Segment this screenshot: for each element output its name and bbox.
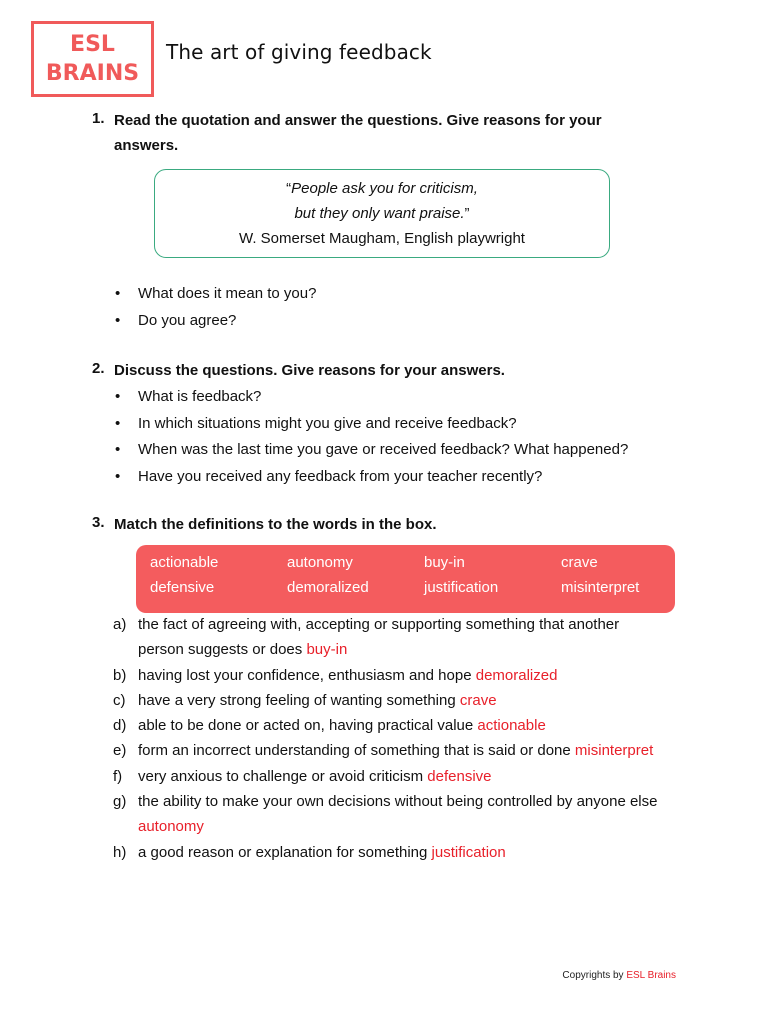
definition-label: b): [113, 666, 127, 684]
definition-text: have a very strong feeling of wanting something: [138, 691, 456, 709]
definition-label: e): [113, 742, 127, 760]
question-1: [92, 108, 652, 158]
question-2: [92, 358, 652, 383]
question-3: [92, 512, 652, 537]
question-line: Read the quotation and answer the questions. Give reasons for your: [114, 112, 602, 129]
definition-item: [113, 738, 693, 763]
definition-answer: justification: [431, 843, 506, 861]
definition-item: [113, 764, 693, 789]
definitions-list: [113, 612, 693, 865]
bullet-item: • In which situations might you give and receive feedback?: [115, 414, 628, 441]
definition-item: [113, 688, 693, 713]
quote-text: People ask you for criticism,: [291, 180, 478, 197]
question-1-bullets: [115, 284, 316, 337]
question-number: 3.: [92, 514, 105, 531]
close-quote-mark: ”: [464, 205, 470, 222]
bullet-item: • What does it mean to you?: [115, 284, 316, 311]
question-2-bullets: [115, 387, 628, 493]
word-item: actionable: [150, 554, 219, 571]
bullet-item: • What is feedback?: [115, 387, 628, 414]
esl-brains-logo: [31, 21, 154, 97]
question-number: 1.: [92, 110, 105, 127]
definition-text: person suggests or does: [138, 641, 303, 659]
definition-label: g): [113, 793, 127, 811]
word-item: buy-in: [424, 554, 465, 571]
definition-item: [113, 789, 693, 840]
definition-item: [113, 840, 693, 865]
definition-answer: actionable: [477, 717, 546, 735]
definition-answer: autonomy: [138, 818, 204, 836]
quote-line: [155, 201, 609, 226]
bullet-item: • When was the last time you gave or received feedback? What happened?: [115, 440, 628, 467]
definition-text: very anxious to challenge or avoid criticism: [138, 767, 424, 785]
word-box: [136, 545, 675, 613]
definition-text: a good reason or explanation for something: [138, 843, 428, 861]
definition-label: f): [113, 767, 123, 785]
bullet-item: • Have you received any feedback from your teacher recently?: [115, 467, 628, 494]
logo-line-1: ESL: [70, 32, 115, 57]
definition-label: c): [113, 691, 126, 709]
quote-text: but they only want praise.: [294, 205, 465, 222]
quote-author: W. Somerset Maugham, English playwright: [239, 230, 525, 247]
footer-prefix: Copyrights by: [562, 970, 624, 981]
footer-brand: ESL Brains: [626, 970, 676, 981]
word-item: justification: [424, 579, 499, 596]
definition-label: d): [113, 717, 127, 735]
definition-answer: crave: [459, 691, 497, 709]
bullet-item: • Do you agree?: [115, 311, 316, 338]
definition-label: h): [113, 843, 127, 861]
definition-label: a): [113, 616, 127, 633]
definition-answer: demoralized: [475, 666, 558, 684]
quote-line: [155, 176, 609, 201]
word-item: defensive: [150, 579, 215, 596]
definition-item: [113, 713, 693, 738]
page-title: The art of giving feedback: [166, 40, 432, 64]
word-item: demoralized: [287, 579, 369, 596]
word-item: misinterpret: [561, 579, 640, 596]
definition-text: able to be done or acted on, having practical value: [138, 717, 474, 735]
definition-answer: misinterpret: [574, 742, 654, 760]
question-line: answers.: [114, 137, 179, 154]
definition-text: form an incorrect understanding of something that is said or done: [138, 742, 571, 760]
definition-text: the fact of agreeing with, accepting or supporting something that another: [138, 616, 620, 633]
question-text: Match the definitions to the words in the box.: [114, 516, 437, 533]
definition-answer: defensive: [427, 767, 492, 785]
logo-line-2: BRAINS: [45, 61, 140, 86]
word-item: crave: [561, 554, 598, 571]
definition-answer: buy-in: [306, 641, 348, 659]
question-number: 2.: [92, 360, 105, 377]
question-text: Discuss the questions. Give reasons for your answers.: [114, 362, 505, 379]
question-text: [114, 108, 652, 158]
definition-item: [113, 663, 693, 688]
definition-item: [113, 612, 693, 663]
word-item: autonomy: [287, 554, 353, 571]
definition-text: the ability to make your own decisions without being controlled by anyone else: [138, 793, 658, 811]
quotation-box: [154, 169, 610, 258]
open-quote-mark: “: [286, 180, 292, 197]
definition-text: having lost your confidence, enthusiasm and hope: [138, 666, 472, 684]
copyright-footer: [562, 970, 676, 981]
